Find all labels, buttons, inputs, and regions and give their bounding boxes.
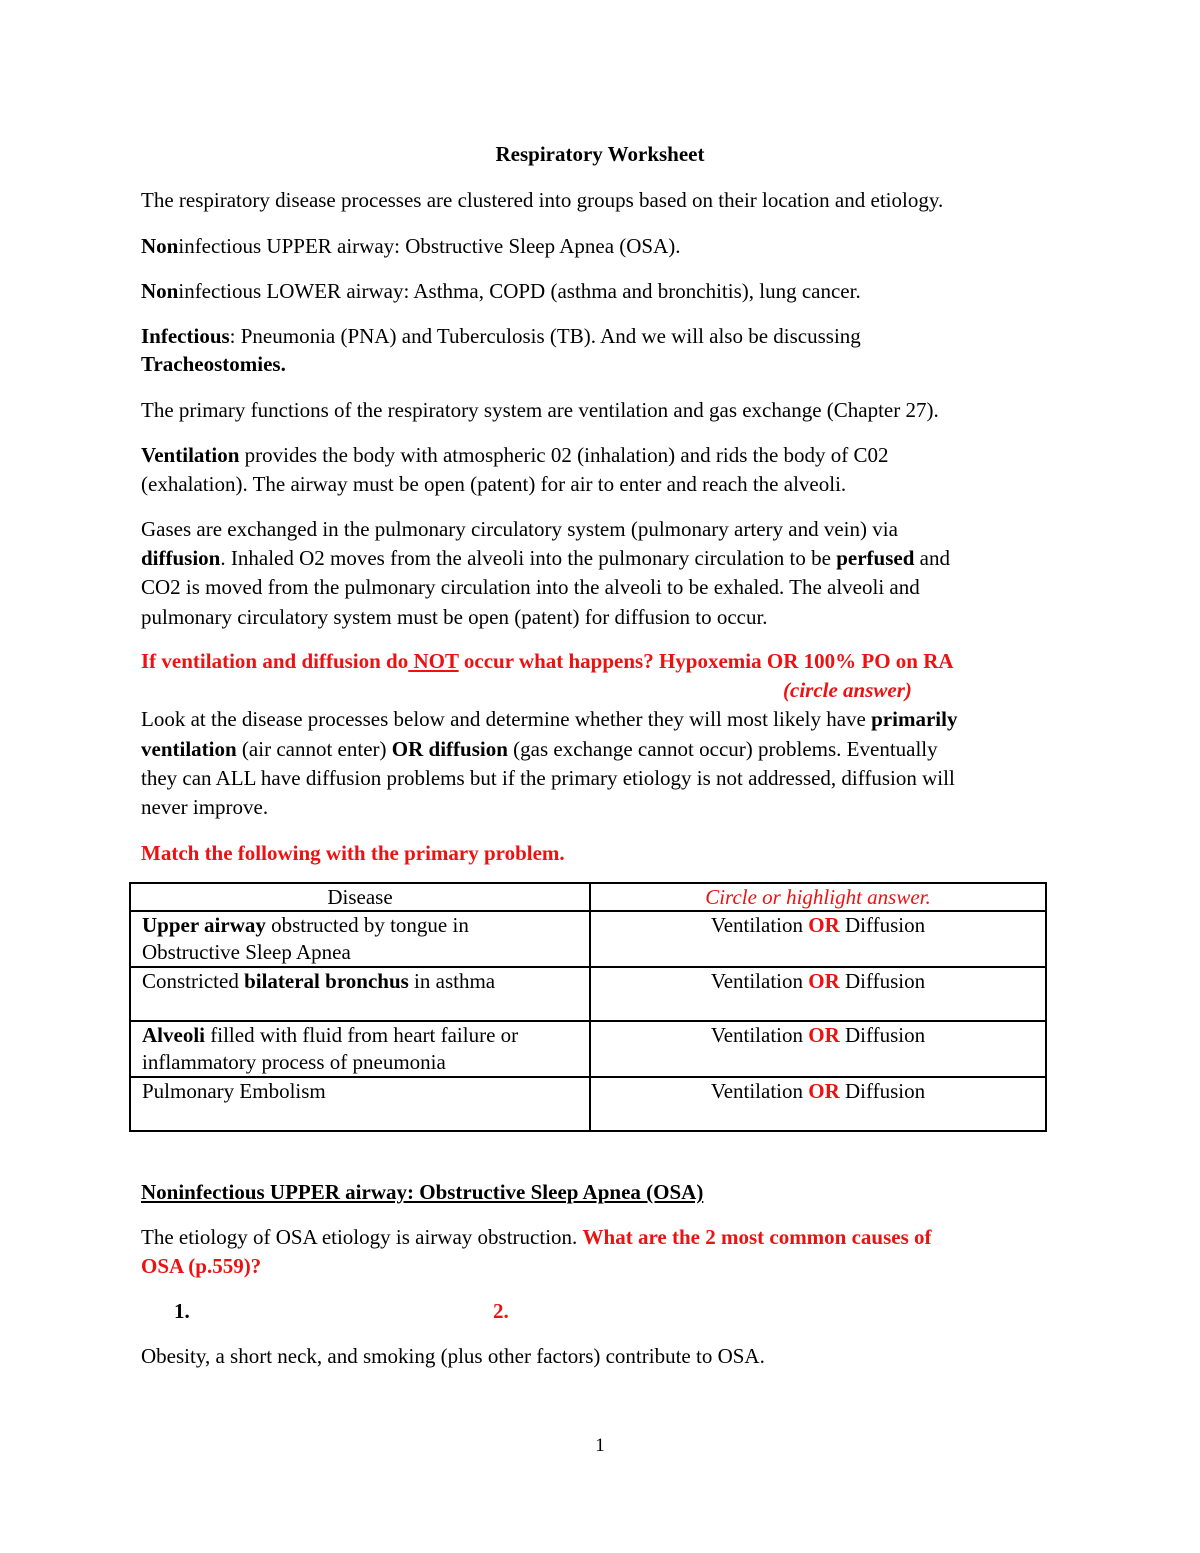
option-ventilation[interactable]: Ventilation — [710, 913, 809, 937]
disease-bold: bilateral bronchus — [244, 969, 409, 993]
hypoxemia-question — [141, 647, 954, 676]
disease-cell — [130, 967, 590, 1021]
lookat-2b: (air cannot enter) — [236, 737, 392, 761]
option-ventilation[interactable]: Ventilation — [710, 969, 809, 993]
lookat-2a: ventilation — [141, 737, 237, 761]
question-part2: occur what happens? Hypoxemia OR 100% PO on RA — [458, 649, 954, 673]
lookat-1a: Look at the disease processes below and determine whether they will most likely have — [141, 707, 872, 731]
group-lower — [141, 277, 861, 306]
lookat-line-3: they can ALL have diffusion problems but if the primary etiology is not addressed, diffusion will — [141, 766, 955, 790]
primary-functions: The primary functions of the respiratory system are ventilation and gas exchange (Chapter 27). — [141, 398, 939, 422]
disease-line2: Obstructive Sleep Apnea — [142, 940, 351, 964]
match-heading: Match the following with the primary problem. — [141, 841, 565, 865]
group-lower-bold: Non — [141, 279, 179, 303]
group-upper — [141, 232, 681, 261]
table-header-row — [130, 883, 1046, 911]
disease-text: in asthma — [408, 969, 496, 993]
tracheostomies-label: Tracheostomies. — [141, 352, 286, 376]
gases-line-2b: and — [914, 546, 950, 570]
circle-answer-note: (circle answer) — [783, 678, 912, 702]
answer-cell[interactable] — [590, 1077, 1046, 1131]
option-or: OR — [808, 1023, 840, 1047]
disease-pre: Pulmonary Embolism — [142, 1079, 326, 1103]
question-not: NOT — [408, 649, 459, 673]
osa-question-2: OSA (p.559)? — [141, 1254, 262, 1278]
option-diffusion[interactable]: Diffusion — [839, 969, 926, 993]
lookat-line-4: never improve. — [141, 795, 269, 819]
answer-number-2: 2. — [493, 1299, 509, 1323]
disease-pre: Constricted — [142, 969, 245, 993]
ventilation-line-1 — [141, 441, 889, 470]
disease-bold: Alveoli — [142, 1023, 205, 1047]
page-number: 1 — [595, 1435, 605, 1456]
gases-line-1: Gases are exchanged in the pulmonary circulatory system (pulmonary artery and vein) via — [141, 517, 898, 541]
gases-line-2a: . Inhaled O2 moves from the alveoli into the pulmonary circulation to be — [220, 546, 837, 570]
answer-number-1: 1. — [174, 1299, 190, 1323]
gases-line-4: pulmonary circulatory system must be open (patent) for diffusion to occur. — [141, 605, 768, 629]
option-diffusion[interactable]: Diffusion — [839, 1023, 926, 1047]
osa-heading: Noninfectious UPPER airway: Obstructive Sleep Apnea (OSA) — [141, 1180, 704, 1204]
lookat-line-2 — [141, 735, 938, 764]
gases-line-3: CO2 is moved from the pulmonary circulation into the alveoli to be exhaled. The alveoli and — [141, 575, 920, 599]
disease-cell — [130, 1077, 590, 1131]
ventilation-text: provides the body with atmospheric 02 (inhalation) and rids the body of C02 — [239, 443, 889, 467]
header-answer: Circle or highlight answer. — [590, 883, 1046, 911]
option-or: OR — [808, 1079, 840, 1103]
gases-line-2 — [141, 544, 950, 573]
group-infectious — [141, 322, 861, 351]
option-diffusion[interactable]: Diffusion — [839, 1079, 926, 1103]
page-title: Respiratory Worksheet — [495, 142, 705, 166]
group-upper-bold: Non — [141, 234, 179, 258]
lookat-2d: (gas exchange cannot occur) problems. Eventually — [507, 737, 938, 761]
group-lower-text: infectious LOWER airway: Asthma, COPD (asthma and bronchitis), lung cancer. — [178, 279, 861, 303]
option-or: OR — [808, 969, 840, 993]
table-row — [130, 1021, 1046, 1077]
lookat-1b: primarily — [871, 707, 958, 731]
osa-factors: Obesity, a short neck, and smoking (plus other factors) contribute to OSA. — [141, 1344, 765, 1368]
table-row — [130, 911, 1046, 967]
osa-question-1: What are the 2 most common causes of — [582, 1225, 932, 1249]
disease-bold: Upper airway — [142, 913, 266, 937]
answer-cell[interactable] — [590, 911, 1046, 967]
answer-cell[interactable] — [590, 967, 1046, 1021]
answer-cell[interactable] — [590, 1021, 1046, 1077]
lookat-2c: OR diffusion — [391, 737, 508, 761]
intro-paragraph: The respiratory disease processes are clustered into groups based on their location and etiology. — [141, 188, 944, 212]
table-row — [130, 1077, 1046, 1131]
disease-text: obstructed by tongue in — [265, 913, 469, 937]
table-row — [130, 967, 1046, 1021]
option-ventilation[interactable]: Ventilation — [710, 1079, 809, 1103]
option-or: OR — [808, 913, 840, 937]
option-diffusion[interactable]: Diffusion — [839, 913, 926, 937]
question-part1: If ventilation and diffusion do — [141, 649, 409, 673]
option-ventilation[interactable]: Ventilation — [710, 1023, 809, 1047]
group-upper-text: infectious UPPER airway: Obstructive Sleep Apnea (OSA). — [178, 234, 681, 258]
header-disease: Disease — [130, 883, 590, 911]
ventilation-line-2: (exhalation). The airway must be open (patent) for air to enter and reach the alveoli. — [141, 472, 847, 496]
ventilation-bold: Ventilation — [141, 443, 240, 467]
osa-etiology: The etiology of OSA etiology is airway obstruction. — [141, 1225, 583, 1249]
group-infectious-text: : Pneumonia (PNA) and Tuberculosis (TB). And we will also be discussing — [229, 324, 861, 348]
disease-cell — [130, 911, 590, 967]
disease-cell — [130, 1021, 590, 1077]
diffusion-bold: diffusion — [141, 546, 221, 570]
group-infectious-bold: Infectious — [141, 324, 230, 348]
disease-text: filled with fluid from heart failure or — [205, 1023, 519, 1047]
disease-line2: inflammatory process of pneumonia — [142, 1050, 446, 1074]
perfused-bold: perfused — [836, 546, 915, 570]
ventilation-diffusion-table — [129, 882, 1047, 1132]
lookat-line-1 — [141, 705, 957, 734]
osa-etiology-line-1 — [141, 1223, 932, 1252]
